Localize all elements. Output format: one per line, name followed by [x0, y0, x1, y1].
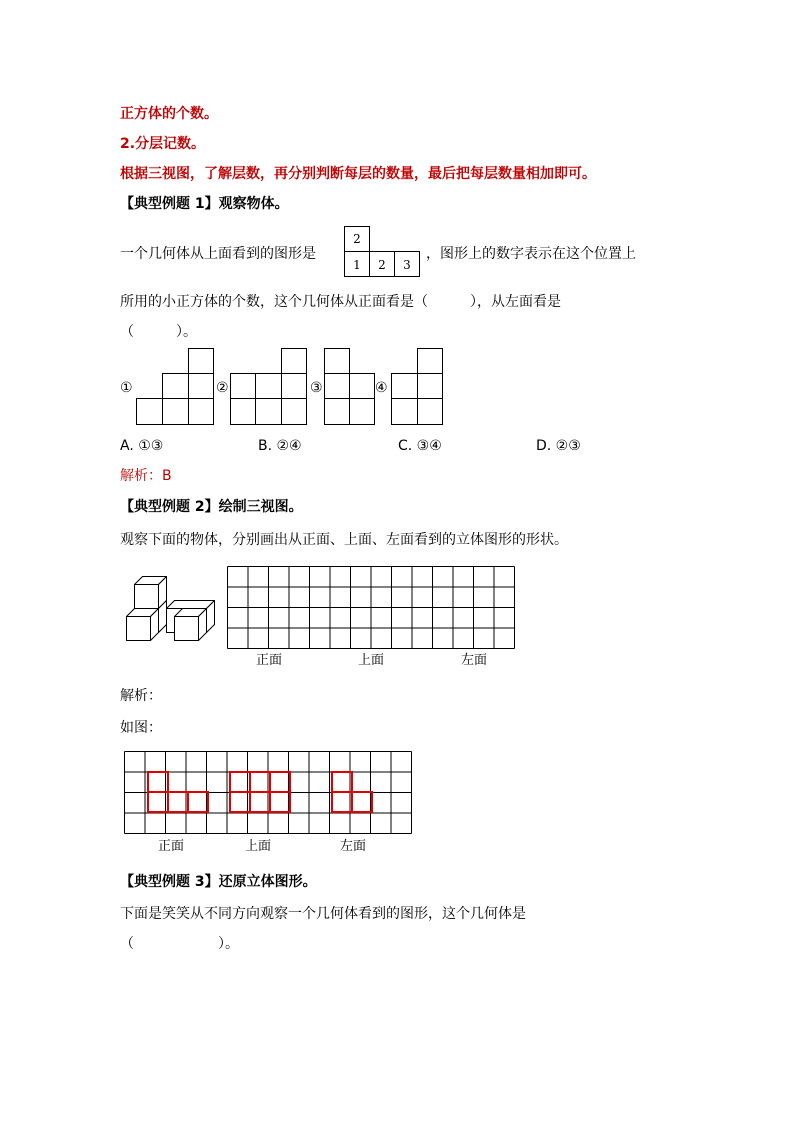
option-figure-3 — [324, 348, 380, 428]
figure-label-3: ③ — [310, 380, 323, 396]
example1-answer: 解析：B — [120, 468, 172, 484]
grid-label-front: 正面 — [256, 653, 283, 668]
option-figure-1 — [136, 348, 216, 428]
example2-title: 【典型例题 2】绘制三视图。 — [120, 499, 303, 515]
answer-square — [250, 772, 270, 792]
figure-label-2: ② — [216, 380, 229, 396]
answer-square — [332, 772, 352, 792]
answer-label-top: 上面 — [245, 839, 272, 854]
answer-label-left: 左面 — [340, 839, 367, 854]
example1-question-line2: 所用的小正方体的个数，这个几何体从正面看是（ ），从左面看是 — [120, 294, 561, 310]
cube-object-drawing — [124, 576, 224, 648]
option-d: D. ②③ — [536, 438, 581, 454]
figure-label-1: ① — [120, 380, 133, 396]
grid-label-top: 上面 — [358, 653, 385, 668]
option-a: A. ①③ — [120, 438, 164, 454]
answer-square — [352, 792, 372, 812]
option-c: C. ③④ — [398, 438, 442, 454]
example3-question: 下面是笑笑从不同方向观察一个几何体看到的图形，这个几何体是 — [120, 906, 526, 922]
answer-square — [270, 772, 290, 792]
example1-title: 【典型例题 1】观察物体。 — [120, 196, 289, 212]
intro-line-3: 根据三视图，了解层数，再分别判断每层的数量，最后把每层数量相加即可。 — [120, 166, 596, 182]
answer-square — [332, 792, 352, 812]
option-figure-4 — [391, 348, 447, 428]
example1-question-part2: ，图形上的数字表示在这个位置上 — [426, 246, 636, 262]
top-view-number: 1 — [353, 258, 361, 272]
top-view-number: 2 — [378, 258, 386, 272]
answer-label-front: 正面 — [158, 839, 185, 854]
example2-analysis: 解析： — [120, 688, 162, 704]
answer-square — [270, 792, 290, 812]
example1-question-line3: （ ）。 — [120, 324, 197, 340]
answer-grid — [124, 751, 416, 837]
top-view-number: 2 — [353, 232, 361, 246]
example3-title: 【典型例题 3】还原立体图形。 — [120, 874, 317, 890]
example1-question-part1: 一个几何体从上面看到的图形是 — [120, 246, 316, 262]
answer-square — [168, 792, 188, 812]
top-view-figure — [344, 226, 424, 278]
top-view-number: 3 — [403, 258, 411, 272]
empty-drawing-grid — [227, 566, 519, 650]
example2-question: 观察下面的物体，分别画出从正面、上面、左面看到的立体图形的形状。 — [120, 532, 568, 548]
option-b: B. ②④ — [258, 438, 302, 454]
figure-label-4: ④ — [375, 380, 388, 396]
answer-square — [188, 792, 208, 812]
example3-blank: （ ）。 — [120, 936, 239, 952]
answer-square — [250, 792, 270, 812]
example2-as-shown: 如图： — [120, 720, 162, 736]
option-figure-2 — [230, 348, 310, 428]
grid-label-left: 左面 — [461, 653, 488, 668]
intro-line-1: 正方体的个数。 — [120, 106, 218, 122]
intro-line-2: 2.分层记数。 — [120, 136, 206, 152]
